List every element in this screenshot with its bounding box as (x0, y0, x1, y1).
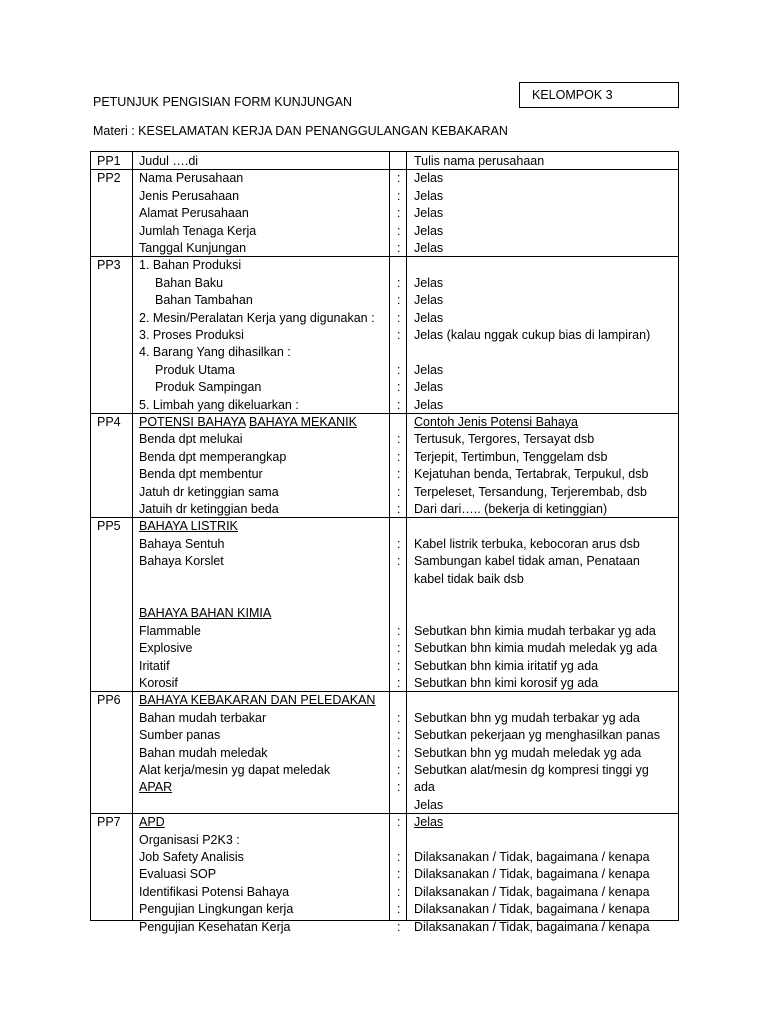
row-value: Dilaksanakan / Tidak, bagaimana / kenapa (414, 884, 650, 899)
form-guide-table (90, 151, 679, 934)
row-colon: : (397, 171, 401, 186)
row-label: Pengujian Lingkungan kerja (139, 902, 294, 917)
row-label: Bahaya Korslet (139, 554, 224, 569)
row-value: Kabel listrik terbuka, kebocoran arus dsb (414, 536, 640, 551)
row-colon: : (397, 397, 401, 412)
row-value: Jelas (414, 206, 444, 221)
section-divider (91, 813, 678, 814)
row-value: Jelas (414, 310, 444, 325)
row-value: Jelas (414, 171, 444, 186)
row-value: Jelas (414, 223, 444, 238)
row-label: 2. Mesin/Peralatan Kerja yang digunakan : (139, 310, 375, 325)
section-code: PP4 (97, 415, 121, 429)
row-label: Tanggal Kunjungan (139, 241, 247, 255)
row-label: Job Safety Analisis (139, 850, 244, 864)
row-label: Benda dpt membentur (139, 467, 263, 482)
row-colon: : (397, 502, 401, 516)
page-title: PETUNJUK PENGISIAN FORM KUNJUNGAN (93, 95, 353, 109)
row-colon: : (397, 850, 401, 864)
row-label: 1. Bahan Produksi (139, 258, 242, 273)
row-label: BAHAYA BAHAN KIMIA (139, 606, 272, 621)
row-colon: : (397, 554, 401, 569)
row-label: Sumber panas (139, 728, 221, 743)
row-label: Bahan mudah terbakar (139, 710, 267, 725)
row-value: Sebutkan bhn kimia mudah meledak yg ada (414, 641, 658, 656)
row-label: Judul ….di (139, 154, 199, 168)
row-label: APD (139, 815, 165, 830)
row-value: Jelas (414, 275, 444, 290)
row-colon: : (397, 241, 401, 255)
row-colon: : (397, 763, 401, 777)
row-value: Jelas (414, 797, 444, 812)
row-value: Jelas (414, 362, 444, 377)
row-label: Produk Utama (155, 362, 235, 377)
row-value: Terjepit, Tertimbun, Tenggelam dsb (414, 449, 608, 464)
row-colon: : (397, 745, 401, 760)
row-colon: : (397, 623, 401, 638)
section-code: PP1 (97, 154, 121, 168)
row-value: Jelas (414, 815, 444, 830)
row-label: Jatuih dr ketinggian beda (139, 502, 279, 516)
row-colon: : (397, 884, 401, 899)
row-value: Jelas (kalau nggak cukup bias di lampiran) (414, 328, 651, 342)
row-colon: : (397, 710, 401, 725)
row-value: Jelas (414, 397, 444, 412)
row-label: Iritatif (139, 658, 170, 673)
row-colon: : (397, 362, 401, 377)
section-code: PP3 (97, 258, 121, 273)
row-colon: : (397, 449, 401, 464)
row-value: Jelas (414, 188, 444, 203)
row-label: Bahan mudah meledak (139, 745, 268, 760)
row-value: Tulis nama perusahaan (414, 154, 545, 168)
row-value: Sebutkan alat/mesin dg kompresi tinggi yg (414, 763, 649, 777)
row-colon: : (397, 310, 401, 325)
row-colon: : (397, 728, 401, 743)
row-colon: : (397, 780, 401, 795)
row-colon: : (397, 328, 401, 342)
section-code: PP5 (97, 519, 121, 534)
row-label: BAHAYA LISTRIK (139, 519, 238, 534)
row-value: kabel tidak baik dsb (414, 571, 524, 586)
row-colon: : (397, 641, 401, 656)
row-colon: : (397, 188, 401, 203)
row-label: Alamat Perusahaan (139, 206, 249, 221)
row-value: Sebutkan pekerjaan yg menghasilkan panas (414, 728, 661, 743)
row-label: Bahan Tambahan (155, 293, 253, 308)
row-colon: : (397, 206, 401, 221)
row-colon: : (397, 902, 401, 917)
row-label: Alat kerja/mesin yg dapat meledak (139, 763, 331, 777)
row-colon: : (397, 293, 401, 308)
row-colon: : (397, 676, 401, 690)
row-value: Dilaksanakan / Tidak, bagaimana / kenapa (414, 867, 650, 882)
row-label: Identifikasi Potensi Bahaya (139, 884, 290, 899)
row-value: Contoh Jenis Potensi Bahaya (414, 415, 578, 429)
row-colon: : (397, 919, 401, 934)
row-label: Benda dpt memperangkap (139, 449, 287, 464)
row-label: BAHAYA KEBAKARAN DAN PELEDAKAN (139, 693, 376, 708)
row-colon: : (397, 658, 401, 673)
column-divider-code (132, 152, 133, 920)
row-colon: : (397, 432, 401, 447)
row-colon: : (397, 484, 401, 499)
row-value: Dilaksanakan / Tidak, bagaimana / kenapa (414, 919, 650, 934)
row-value: Terpeleset, Tersandung, Terjerembab, dsb (414, 484, 648, 499)
row-value: Dari dari….. (bekerja di ketinggian) (414, 502, 608, 516)
section-code: PP7 (97, 815, 121, 830)
row-colon: : (397, 467, 401, 482)
section-code: PP6 (97, 693, 121, 708)
row-label: Produk Sampingan (155, 380, 262, 395)
row-value: ada (414, 780, 435, 795)
row-value: Sebutkan bhn kimia mudah terbakar yg ada (414, 623, 656, 638)
row-value: Sebutkan bhn kimia iritatif yg ada (414, 658, 599, 673)
row-label: Pengujian Kesehatan Kerja (139, 919, 291, 934)
section-code: PP2 (97, 171, 121, 186)
row-value: Kejatuhan benda, Tertabrak, Terpukul, dsb (414, 467, 649, 482)
row-label: Jenis Perusahaan (139, 188, 240, 203)
row-label-part: POTENSI BAHAYA (139, 415, 246, 429)
row-label: Korosif (139, 676, 178, 690)
row-label: Nama Perusahaan (139, 171, 244, 186)
row-value: Sebutkan bhn kimi korosif yg ada (414, 676, 599, 690)
row-value: Jelas (414, 293, 444, 308)
row-colon: : (397, 223, 401, 238)
row-label: 4. Barang Yang dihasilkan : (139, 345, 291, 360)
row-label: Benda dpt melukai (139, 432, 243, 447)
row-value: Sebutkan bhn yg mudah meledak yg ada (414, 745, 642, 760)
row-label: 3. Proses Produksi (139, 328, 244, 342)
row-value: Jelas (414, 241, 444, 255)
row-colon: : (397, 275, 401, 290)
row-label: 5. Limbah yang dikeluarkan : (139, 397, 299, 412)
row-label: Explosive (139, 641, 193, 656)
row-colon: : (397, 536, 401, 551)
row-value: Sambungan kabel tidak aman, Penataan (414, 554, 640, 569)
row-colon: : (397, 815, 401, 830)
row-label-part: BAHAYA MEKANIK (249, 415, 357, 429)
row-label: Jumlah Tenaga Kerja (139, 223, 257, 238)
row-value: Jelas (414, 380, 444, 395)
row-value: Dilaksanakan / Tidak, bagaimana / kenapa (414, 850, 650, 864)
row-label: Flammable (139, 623, 201, 638)
group-label-box: KELOMPOK 3 (519, 82, 679, 108)
row-label: Bahan Baku (155, 275, 224, 290)
row-value: Tertusuk, Tergores, Tersayat dsb (414, 432, 595, 447)
materi-subtitle: Materi : KESELAMATAN KERJA DAN PENANGGULANGAN KEBAKARAN (93, 124, 508, 138)
row-value: Sebutkan bhn yg mudah terbakar yg ada (414, 710, 640, 725)
row-label: APAR (139, 780, 173, 795)
row-colon: : (397, 867, 401, 882)
row-value: Dilaksanakan / Tidak, bagaimana / kenapa (414, 902, 650, 917)
row-label (139, 414, 357, 431)
row-colon: : (397, 380, 401, 395)
row-label: Jatuh dr ketinggian sama (139, 484, 279, 499)
row-label: Bahaya Sentuh (139, 536, 225, 551)
row-label: Evaluasi SOP (139, 867, 217, 882)
column-divider-label (389, 152, 390, 920)
row-label: Organisasi P2K3 : (139, 832, 240, 847)
